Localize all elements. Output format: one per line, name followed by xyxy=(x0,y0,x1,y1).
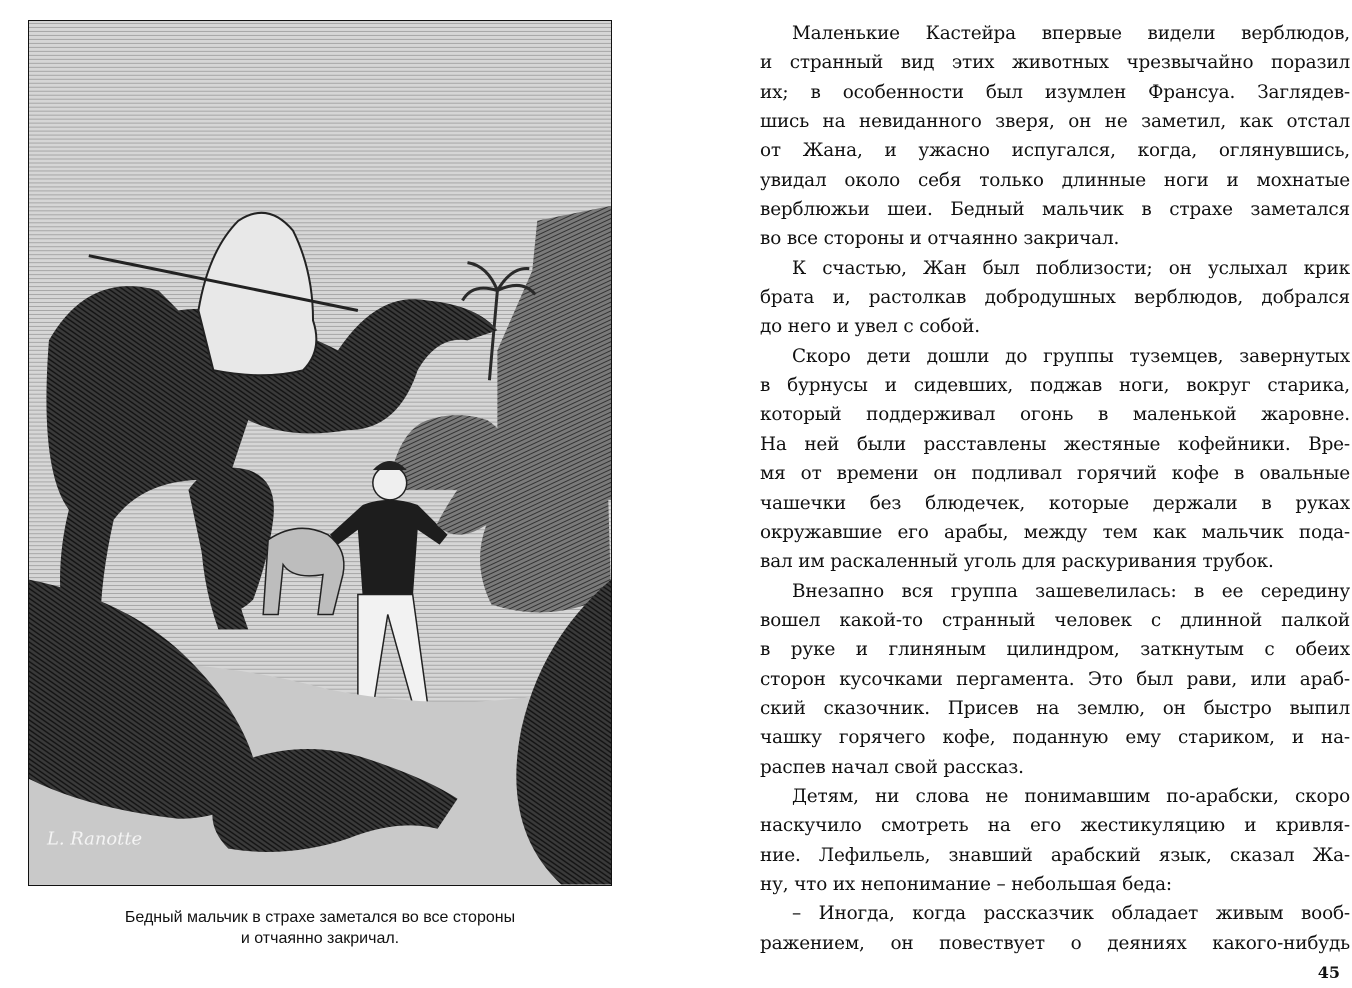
body-text xyxy=(760,19,1350,958)
text-line: наскучило смотреть на его жестикуляцию и кривля- xyxy=(760,815,1350,837)
text-line: брата и, растолкав добродушных верблюдов, добрался xyxy=(760,287,1350,309)
text-line: верблюжьи шеи. Бедный мальчик в страхе заметался xyxy=(760,199,1350,221)
text-line: распев начал свой рассказ. xyxy=(760,756,1024,778)
text-line: мя от времени он подливал горячий кофе в овальные xyxy=(760,463,1350,485)
text-line: К счастью, Жан был поблизости; он услыхал крик xyxy=(792,257,1350,279)
text-line: ну, что их непонимание – небольшая беда: xyxy=(760,873,1172,895)
text-line: который поддерживал огонь в маленькой жаровне. xyxy=(760,404,1350,426)
text-line: во все стороны и отчаянно закричал. xyxy=(760,228,1120,250)
caption-line: и отчаянно закричал. xyxy=(240,930,400,947)
page-number: 45 xyxy=(1317,963,1340,982)
text-line: в бурнусы и сидевших, поджав ноги, вокруг старика, xyxy=(760,375,1350,397)
text-line: Внезапно вся группа зашевелилась: в ее середину xyxy=(792,580,1350,602)
text-line: На ней были расставлены жестяные кофейники. Вре- xyxy=(760,433,1350,455)
text-line: чашку горячего кофе, поданную ему стариком, и на- xyxy=(760,727,1350,749)
text-line: ский сказочник. Присев на землю, он быстро выпил xyxy=(760,697,1350,719)
text-line: до него и увел с собой. xyxy=(760,316,980,338)
text-line: шись на невиданного зверя, он не заметил, как отстал xyxy=(760,111,1350,133)
engraving-illustration xyxy=(28,20,612,886)
text-line: вал им раскаленный уголь для раскуривания трубок. xyxy=(760,551,1274,573)
text-line: ние. Лефильель, знавший арабский язык, сказал Жа- xyxy=(760,844,1350,866)
text-line: вошел какой-то странный человек с длинной палкой xyxy=(760,609,1350,631)
text-line: Маленькие Кастейра впервые видели верблюдов, xyxy=(792,23,1350,44)
text-line: ражением, он повествует о деяниях какого-нибудь xyxy=(760,932,1350,954)
figure-caption xyxy=(28,907,612,949)
text-line: чашечки без блюдечек, которые держали в руках xyxy=(760,492,1350,514)
text-line: их; в особенности был изумлен Франсуа. Заглядев- xyxy=(760,81,1350,103)
text-line: Детям, ни слова не понимавшим по-арабски, скоро xyxy=(792,785,1350,807)
text-line: увидал около себя только длинные ноги и мохнатые xyxy=(760,169,1350,191)
text-line: в руке и глиняным цилиндром, заткнутым с обеих xyxy=(760,639,1350,661)
text-line: – Иногда, когда рассказчик обладает живым вооб- xyxy=(792,903,1350,925)
text-line: Скоро дети дошли до группы туземцев, завернутых xyxy=(792,345,1350,367)
caption-line: Бедный мальчик в страхе заметался во все стороны xyxy=(124,909,516,926)
engraver-signature: L. Ranotte xyxy=(46,828,143,850)
text-line: сторон кусочками пергамента. Это был рави, или араб- xyxy=(760,668,1350,690)
text-line: окружавшие его арабы, между тем как мальчик пода- xyxy=(760,521,1350,543)
text-line: и странный вид этих животных чрезвычайно поразил xyxy=(760,52,1350,74)
text-line: от Жана, и ужасно испугался, когда, оглянувшись, xyxy=(760,140,1350,162)
